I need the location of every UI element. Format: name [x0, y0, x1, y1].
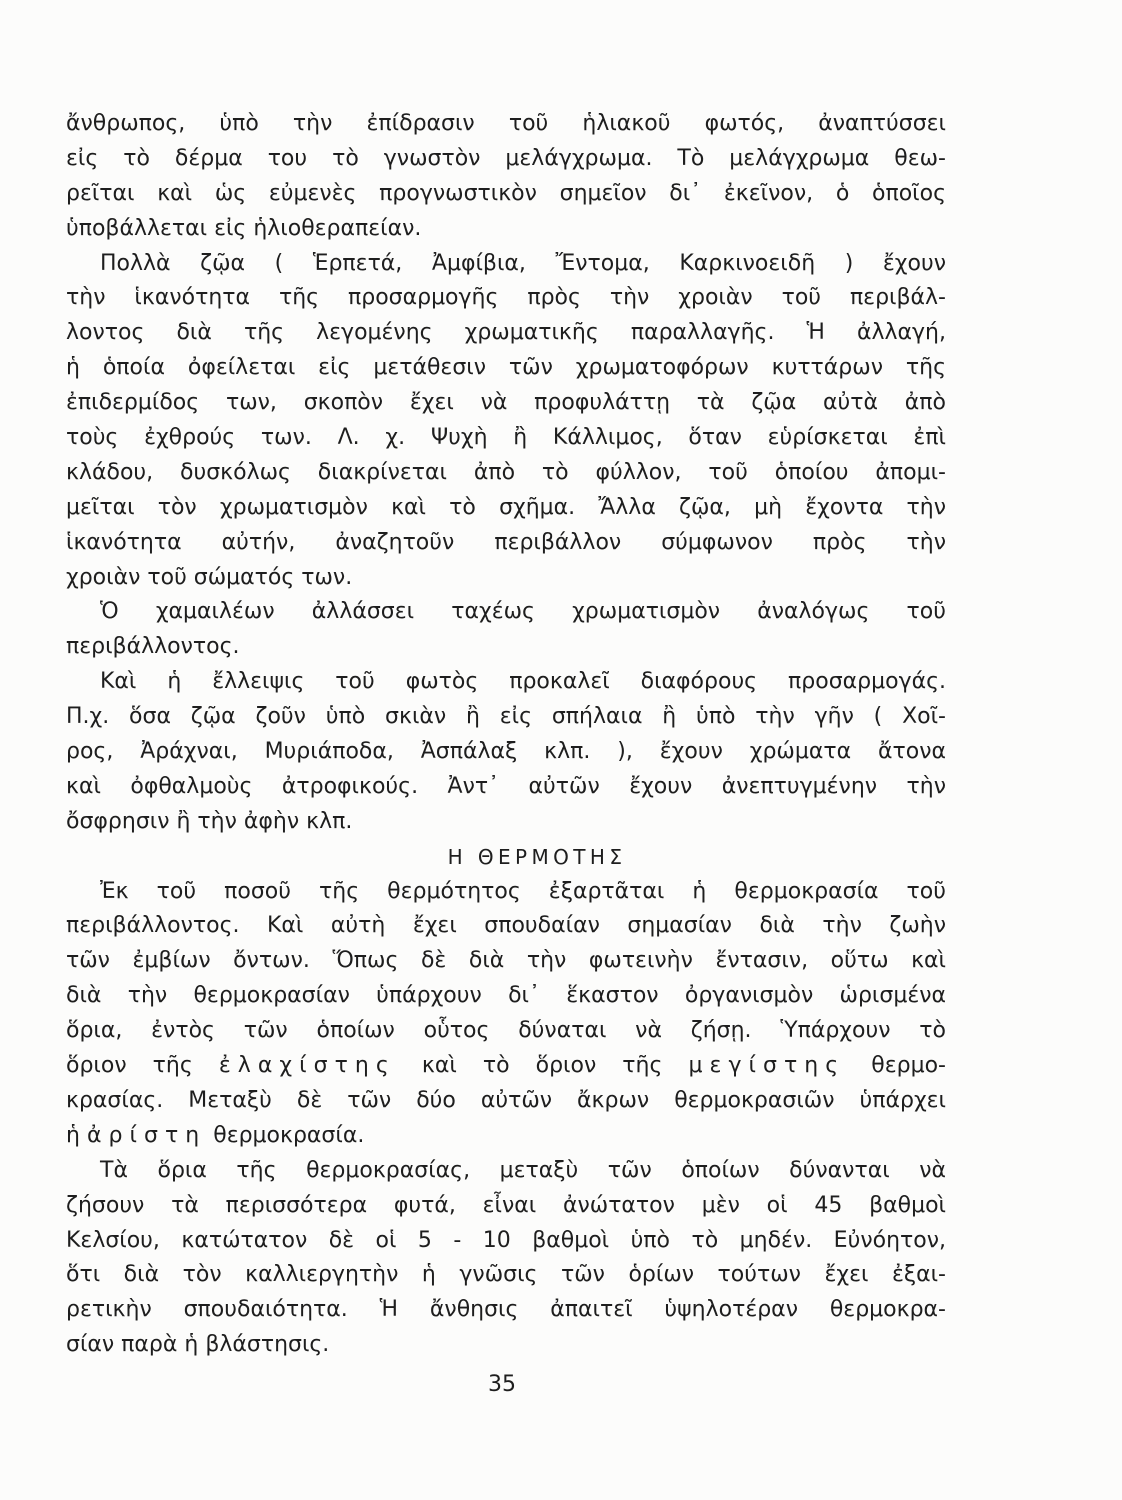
text-line: ρεῖται καὶ ὡς εὐμενὲς προγνωστικὸν σημεῖον δι᾽ ἐκεῖνον, ὁ ὁποῖος — [66, 180, 946, 206]
text-line: Κελσίου, κατώτατον δὲ οἱ 5 - 10 βαθμοὶ ὑπὸ τὸ μηδέν. Εὐνόητον, — [66, 1227, 946, 1253]
text-segment: θερμοκρασία. — [206, 1122, 365, 1148]
text-line: Π.χ. ὅσα ζῷα ζοῦν ὑπὸ σκιὰν ἢ εἰς σπήλαια ἢ ὑπὸ τὴν γῆν ( Χοῖ- — [66, 704, 946, 730]
text-line: ζήσουν τὰ περισσότερα φυτά, εἶναι ἀνώτατον μὲν οἱ 45 βαθμοὶ — [66, 1192, 946, 1218]
paragraph — [66, 875, 946, 1154]
text-line: σίαν παρὰ ἡ βλάστησις. — [66, 1332, 330, 1358]
paragraph — [66, 247, 946, 596]
text-line: κρασίας. Μεταξὺ δὲ τῶν δύο αὐτῶν ἄκρων θερμοκρασιῶν ὑπάρχει — [66, 1087, 946, 1113]
text-line: Τὰ ὅρια τῆς θερμοκρασίας, μεταξὺ τῶν ὁποίων δύνανται νὰ — [100, 1157, 946, 1183]
text-line: ὑποβάλλεται εἰς ἡλιοθεραπείαν. — [66, 215, 422, 241]
text-segment: ἡ — [66, 1122, 87, 1148]
text-line: λοντος διὰ τῆς λεγομένης χρωματικῆς παραλλαγῆς. Ἡ ἀλλαγή, — [66, 320, 946, 346]
paragraph — [66, 107, 946, 247]
text-line: τοὺς ἐχθρούς των. Λ. χ. Ψυχὴ ἢ Κάλλιμος, ὅταν εὑρίσκεται ἐπὶ — [66, 425, 946, 451]
text-line — [66, 1119, 946, 1154]
emphasis-spaced: μεγίστης — [688, 1053, 846, 1079]
text-line: περιβάλλοντος. Καὶ αὐτὴ ἔχει σπουδαίαν σημασίαν διὰ τὴν ζωὴν — [66, 913, 946, 939]
text-segment: θερμο- — [845, 1053, 946, 1079]
text-line — [66, 1049, 946, 1084]
text-line: Καὶ ἡ ἔλλειψις τοῦ φωτὸς προκαλεῖ διαφόρους προσαρμογάς. — [100, 669, 946, 695]
paragraph — [66, 665, 946, 839]
text-segment: καὶ τὸ ὅριον τῆς — [395, 1053, 689, 1079]
text-line: Ὁ χαμαιλέων ἀλλάσσει ταχέως χρωματισμὸν ἀναλόγως τοῦ — [100, 599, 946, 625]
text-line: ὅρια, ἐντὸς τῶν ὁποίων οὗτος δύναται νὰ ζήσῃ. Ὑπάρχουν τὸ — [66, 1018, 946, 1044]
emphasis-spaced: ἐλαχίστης — [218, 1053, 396, 1079]
text-line: ἐπιδερμίδος των, σκοπὸν ἔχει νὰ προφυλάττῃ τὰ ζῷα αὐτὰ ἀπὸ — [66, 390, 946, 416]
body-text — [66, 107, 946, 1363]
text-line: ὄσφρησιν ἢ τὴν ἀφὴν κλπ. — [66, 808, 353, 834]
text-line: κλάδου, δυσκόλως διακρίνεται ἀπὸ τὸ φύλλον, τοῦ ὁποίου ἀπομι- — [66, 459, 946, 485]
emphasis-spaced: ἀρίστη — [86, 1122, 207, 1148]
text-line: ἱκανότητα αὐτήν, ἀναζητοῦν περιβάλλον σύμφωνον πρὸς τὴν — [66, 529, 946, 555]
text-segment: ὅριον τῆς — [66, 1053, 219, 1079]
text-line: ὅτι διὰ τὸν καλλιεργητὴν ἡ γνῶσις τῶν ὁρίων τούτων ἔχει ἐξαι- — [66, 1262, 946, 1288]
text-line: Πολλὰ ζῷα ( Ἑρπετά, Ἀμφίβια, Ἔντομα, Καρκινοειδῆ ) ἔχουν — [100, 250, 946, 276]
text-line: εἰς τὸ δέρμα του τὸ γνωστὸν μελάγχρωμα. Τὸ μελάγχρωμα θεω- — [66, 145, 946, 171]
text-line: διὰ τὴν θερμοκρασίαν ὑπάρχουν δι᾽ ἕκαστον ὀργανισμὸν ὡρισμένα — [66, 983, 946, 1009]
text-line: καὶ ὀφθαλμοὺς ἀτροφικούς. Ἀντ᾽ αὐτῶν ἔχουν ἀνεπτυγμένην τὴν — [66, 773, 946, 799]
text-line: τῶν ἐμβίων ὄντων. Ὅπως δὲ διὰ τὴν φωτεινὴν ἔντασιν, οὕτω καὶ — [66, 948, 946, 974]
text-line: ρος, Ἀράχναι, Μυριάποδα, Ἀσπάλαξ κλπ. ), ἔχουν χρώματα ἄτονα — [66, 739, 946, 765]
text-line: περιβάλλοντος. — [66, 634, 240, 660]
text-line: ἡ ὁποία ὀφείλεται εἰς μετάθεσιν τῶν χρωματοφόρων κυττάρων τῆς — [66, 355, 946, 381]
text-line: Ἐκ τοῦ ποσοῦ τῆς θερμότητος ἐξαρτᾶται ἡ θερμοκρασία τοῦ — [100, 878, 946, 904]
paragraph — [66, 595, 946, 665]
text-line: χροιὰν τοῦ σώματός των. — [66, 564, 353, 590]
text-line: μεῖται τὸν χρωματισμὸν καὶ τὸ σχῆμα. Ἄλλα ζῷα, μὴ ἔχοντα τὴν — [66, 494, 946, 520]
text-line: τὴν ἱκανότητα τῆς προσαρμογῆς πρὸς τὴν χροιὰν τοῦ περιβάλ- — [66, 285, 946, 311]
text-line: ἄνθρωπος, ὑπὸ τὴν ἐπίδρασιν τοῦ ἡλιακοῦ φωτός, ἀναπτύσσει — [66, 111, 946, 136]
page-number: 35 — [488, 1372, 516, 1397]
section-heading: Η ΘΕΡΜΟΤΗΣ — [447, 844, 627, 869]
paragraph — [66, 1154, 946, 1363]
text-line: ρετικὴν σπουδαιότητα. Ἡ ἄνθησις ἀπαιτεῖ ὑψηλοτέραν θερμοκρα- — [66, 1297, 946, 1323]
